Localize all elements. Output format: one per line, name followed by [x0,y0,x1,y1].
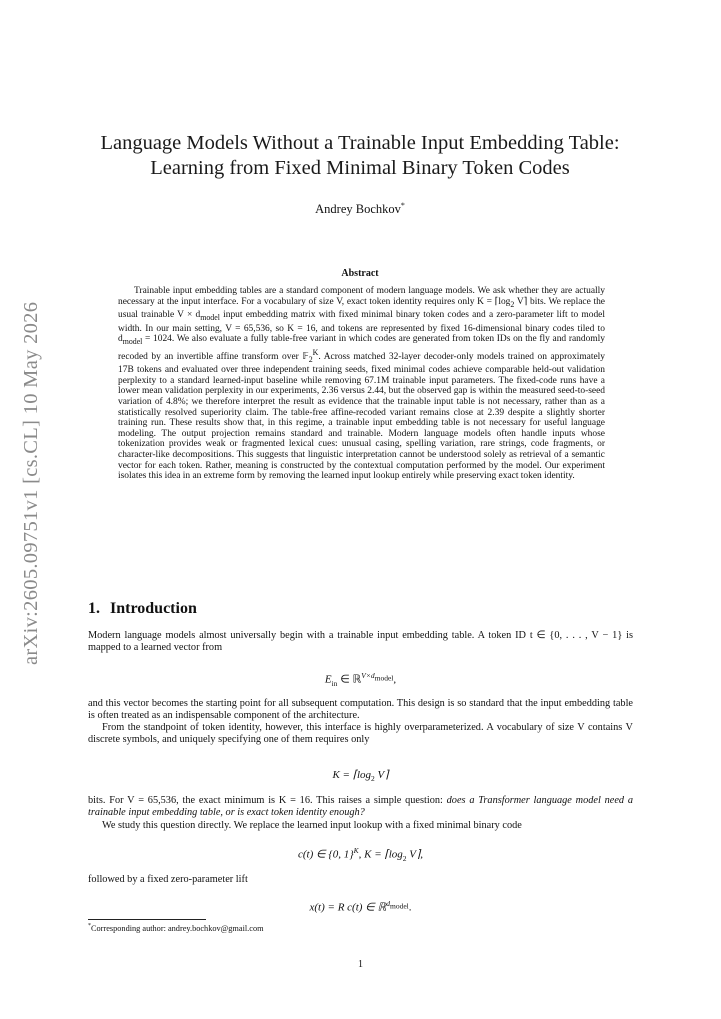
abstract-part-3: input embedding matrix with fixed minimal binary token codes and a zero-parameter lift to model width. In our main setting, V = 65,536, so K = 16, and tokens are represented by fixed 16-dimensional binary codes tiled to d [118,310,605,345]
intro-paragraph-5: We study this question directly. We replace the learned input lookup with a fixed minimal binary code [102,820,522,831]
section-title: Introduction [110,600,197,617]
abstract-heading: Abstract [341,268,379,279]
intro-paragraph-2: and this vector becomes the starting point for all subsequent computation. This design is so standard that the input embedding table is often treated as an indispensable component of the architecture. [88,698,633,721]
eq3-mid: , K = ⌈log [358,848,403,861]
eq3-lhs: c(t) ∈ {0, 1} [297,848,354,861]
eq4-lhs: x(t) = R c(t) ∈ ℝ [309,901,387,914]
intro-paragraph-4 [88,795,633,819]
equation-minimal-bits [88,768,633,783]
intro-paragraph-3: From the standpoint of token identity, however, this interface is highly overparameterized. A vocabulary of size V contains V discrete symbols, and uniquely specifying one of them requires only [88,722,633,745]
author-name [80,201,640,217]
eq4-sup: d [386,899,390,908]
eq1-supsub: model [374,673,394,683]
eq1-sup: V×d [361,671,375,680]
eq3-rhs: V⌉, [406,848,424,861]
eq1-sub: in [331,678,338,688]
p4-research-question: does a Transformer language model need a trainable input embedding table, or is exact token identity enough? [88,795,633,818]
abstract-part-4: = 1024. We also evaluate a fully table-free variant in which codes are generated from token IDs on the fly and randomly recoded by an invertible affine transform over 𝔽 [118,334,605,362]
author-text: Andrey Bochkov [315,202,401,217]
section-number: 1. [88,600,100,617]
title-line-2: Learning from Fixed Minimal Binary Token Codes [150,157,570,179]
abstract-part-1: Trainable input embedding tables are a standard component of modern language models. We ask whether they are actually necessary at the input interface. For a vocabulary of size V, exact token identity requires only K = ⌈log [118,286,605,307]
author-footnote-mark: * [400,201,405,210]
eq2-sub: 2 [371,774,375,784]
section-heading-introduction [88,600,197,618]
footnote-mark: * [88,923,91,929]
p4-plain: bits. For V = 65,536, the exact minimum is K = 16. This raises a simple question: [88,795,447,806]
eq1-mid: ∈ ℝ [337,673,362,686]
intro-paragraph-1: Modern language models almost universally begin with a trainable input embedding table. A token ID t ∈ {0, . . . , V − 1} is mapped to a learned vector from [88,630,633,653]
footnote [88,923,264,933]
abstract-part-2: V⌉ bits. We replace the usual trainable V × d [118,296,606,321]
arxiv-identifier-stamp[interactable]: arXiv:2605.09751v1 [cs.CL] 10 May 2026 [20,301,42,665]
footnote-divider [88,919,206,920]
eq3-sub: 2 [402,853,407,863]
abstract-sub-model-2: model [122,337,143,347]
page-number: 1 [358,959,363,970]
abstract-part-5: . Across matched 32-layer decoder-only models trained on approximately 17B tokens and evaluated over three independent training seeds, fixed minimal codes achieve comparable held-out validation perplexity to a standard learned-input baseline while removing 67.1M trainable input parameters. The fixed-code runs have a lower mean validation perplexity in our experiments, 2.36 versus 2.44, but the observed gap is within the measured seed-to-seed variation of 4.8%; we therefore interpret the result as evidence that the trainable input table is not necessary, rather than as a statistically resolved superiority claim. The table-free affine-recoded variant remains close at 2.39 despite a slightly shorter training run. These results show that, in this regime, a trainable input embedding table is not necessary for useful language modeling. The output projection remains standard and trainable. Modern language models often handle inputs whose tokenization provides weak or fragmented lexical cues: unusual casing, spelling variation, rare strings, code fragments, or character-like decompositions. This suggests that linguistic interpretation cannot be understood solely as retrieval of a semantic vector for each token. Rather, meaning is constructed by the contextual computation performed by the model. Our experiment isolates this idea in an extreme form by removing the learned input lookup entirely while preserving exact token identity. [118,351,605,482]
abstract-sup-K: K [312,347,319,357]
eq1-lhs: E [324,673,332,686]
abstract-sub-2b: 2 [308,354,313,364]
eq2-lhs: K = ⌈log [332,769,372,781]
abstract-sub-model-1: model [200,312,220,322]
intro-paragraph-6: followed by a fixed zero-parameter lift [88,874,248,885]
paper-title [80,131,640,181]
equation-zero-parameter-lift [88,899,633,914]
eq3-sup: K [353,846,359,855]
abstract-sub-2: 2 [510,299,515,309]
equation-embedding-table [88,671,633,688]
abstract-text [118,286,605,482]
eq2-rhs: V⌉ [374,769,389,781]
footnote-text: Corresponding author: andrey.bochkov@gmail.com [91,923,264,933]
equation-binary-code [88,846,633,863]
eq1-end: , [393,673,397,686]
eq4-supsub: model [389,901,409,911]
eq4-end: . [408,901,412,914]
title-line-1: Language Models Without a Trainable Input Embedding Table: [100,132,620,154]
